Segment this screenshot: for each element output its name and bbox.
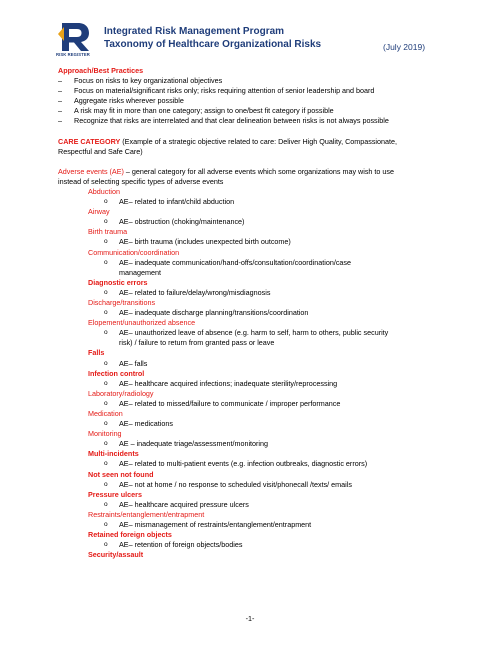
category-item xyxy=(58,500,458,510)
category-heading: Birth trauma xyxy=(88,227,128,237)
category-heading: Infection control xyxy=(88,368,145,378)
category-item-text: AE– healthcare acquired pressure ulcers xyxy=(119,499,249,509)
category-item xyxy=(58,459,458,469)
approach-heading: Approach/Best Practices xyxy=(58,66,144,75)
category-item xyxy=(58,359,458,369)
bullet-icon: o xyxy=(104,238,108,246)
category-heading: Communication/coordination xyxy=(88,247,180,257)
bullet-icon: o xyxy=(104,359,108,367)
bullet-icon: o xyxy=(104,521,108,529)
bullet-icon: o xyxy=(104,329,108,337)
category-item xyxy=(58,258,458,278)
adverse-events-paragraph xyxy=(58,167,458,187)
bullet-icon: o xyxy=(104,480,108,488)
category-item xyxy=(58,520,458,530)
category-item-text: AE– not at home / no response to scheduled visit/phonecall /texts/ emails xyxy=(119,479,352,489)
category-heading: Laboratory/radiology xyxy=(88,388,154,398)
category-item xyxy=(58,399,458,409)
category-item-text: AE– related to infant/child abduction xyxy=(119,197,235,207)
bullet-icon: o xyxy=(104,258,108,266)
document-title: Taxonomy of Healthcare Organizational Risks xyxy=(104,39,322,50)
category-item-text: AE– falls xyxy=(119,358,148,368)
care-category-text: (Example of a strategic objective related to care: Deliver High Quality, Compassionate, xyxy=(120,136,398,146)
approach-list xyxy=(58,76,458,126)
header-titles xyxy=(104,25,321,51)
category-item-text: AE– obstruction (choking/maintenance) xyxy=(119,217,245,227)
category-item-text: AE – inadequate triage/assessment/monitoring xyxy=(119,439,269,449)
document-header xyxy=(58,21,478,61)
category-heading: Elopement/unauthorized absence xyxy=(88,318,196,328)
category-item xyxy=(58,480,458,490)
bullet-icon: o xyxy=(104,460,108,468)
category-item xyxy=(58,379,458,389)
bullet-icon: o xyxy=(104,440,108,448)
category-item xyxy=(58,540,458,550)
category-item-text: AE– mismanagement of restraints/entanglement/entrapment xyxy=(119,520,312,530)
category-item xyxy=(58,197,458,207)
bullet-icon: o xyxy=(104,288,108,296)
category-item-text: AE– medications xyxy=(119,419,173,429)
care-category-paragraph xyxy=(58,137,458,157)
category-item-text: AE– birth trauma (includes unexpected birth outcome) xyxy=(119,237,291,247)
bullet-icon: o xyxy=(104,309,108,317)
bullet-icon: o xyxy=(104,198,108,206)
category-item-text: AE– related to multi-patient events (e.g. infection outbreaks, diagnostic errors) xyxy=(119,459,368,469)
category-heading: Medication xyxy=(88,409,123,418)
category-heading: Diagnostic errors xyxy=(88,277,148,287)
logo-r-icon xyxy=(58,21,92,53)
adverse-events-text-2: instead of selecting specific types of adverse events xyxy=(58,176,224,186)
category-heading: Falls xyxy=(88,348,105,358)
approach-item: – Aggregate risks wherever possible xyxy=(58,96,458,106)
document-body xyxy=(58,66,458,560)
category-item-text: risk) / failure to return from granted pass or leave xyxy=(119,338,275,348)
category-item-text: AE– unauthorized leave of absence (e.g. harm to self, harm to others, public security xyxy=(119,328,389,338)
category-item xyxy=(58,237,458,247)
category-heading: Not seen not found xyxy=(88,469,154,479)
bullet-icon: o xyxy=(104,420,108,428)
category-heading: Restraints/entanglement/entrapment xyxy=(88,509,205,519)
category-heading: Multi-incidents xyxy=(88,449,139,459)
category-heading: Retained foreign objects xyxy=(88,530,172,540)
adverse-events-label: Adverse events (AE) xyxy=(58,166,124,176)
page-number: -1- xyxy=(245,614,255,623)
category-item-text: AE– retention of foreign objects/bodies xyxy=(119,540,243,550)
adverse-events-text: – general category for all adverse events which some organizations may wish to use xyxy=(123,166,394,176)
category-item-text: AE– related to missed/failure to communicate / improper performance xyxy=(119,398,341,408)
category-heading: Discharge/transitions xyxy=(88,297,156,307)
logo-text: RISK REGISTER xyxy=(56,52,90,57)
category-item xyxy=(58,217,458,227)
category-heading: Pressure ulcers xyxy=(88,489,142,499)
category-heading: Abduction xyxy=(88,186,120,196)
category-item-text: AE– inadequate communication/hand-offs/consultation/coordination/case xyxy=(119,257,352,267)
category-item-text: AE– inadequate discharge planning/transitions/coordination xyxy=(119,308,309,318)
bullet-icon: o xyxy=(104,218,108,226)
bullet-icon: o xyxy=(104,500,108,508)
category-item xyxy=(58,419,458,429)
approach-item: – Focus on risks to key organizational objectives xyxy=(58,76,458,86)
category-item-text: management xyxy=(119,267,161,277)
program-title: Integrated Risk Management Program xyxy=(104,26,285,37)
category-item-text: AE– related to failure/delay/wrong/misdiagnosis xyxy=(119,287,271,297)
bullet-icon: o xyxy=(104,379,108,387)
risk-register-logo xyxy=(58,21,98,61)
approach-item: – A risk may fit in more than one category; assign to one/best fit category if possible xyxy=(58,106,458,116)
bullet-icon: o xyxy=(104,541,108,549)
adverse-event-categories xyxy=(58,187,458,560)
approach-item: – Focus on material/significant risks only; risks requiring attention of senior leadership and board xyxy=(58,86,458,96)
document-date: (July 2019) xyxy=(383,42,426,52)
care-category-text-2: Respectful and Safe Care) xyxy=(58,146,143,156)
category-item xyxy=(58,308,458,318)
category-heading: Security/assault xyxy=(88,550,144,560)
care-category-label: CARE CATEGORY xyxy=(58,136,121,146)
category-heading: Airway xyxy=(88,207,110,217)
category-item-text: AE– healthcare acquired infections; inadequate sterility/reprocessing xyxy=(119,378,338,388)
approach-item: – Recognize that risks are interrelated and that clear delineation between risks is not always possible xyxy=(58,116,458,126)
category-item xyxy=(58,439,458,449)
category-heading: Monitoring xyxy=(88,429,122,439)
category-item xyxy=(58,328,458,348)
category-item xyxy=(58,288,458,298)
bullet-icon: o xyxy=(104,399,108,407)
